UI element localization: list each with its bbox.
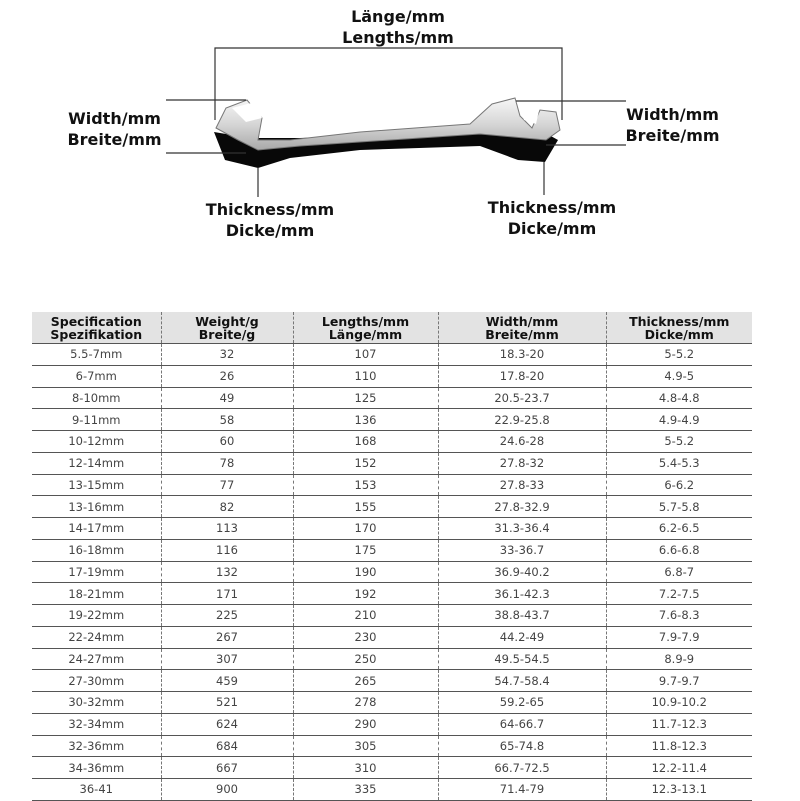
table-row — [32, 431, 752, 453]
width-right-label — [620, 104, 725, 146]
width-left-label-en: Width/mm — [68, 109, 161, 128]
weight-cell: 900 — [161, 779, 293, 801]
spec-cell: 30-32mm — [32, 692, 161, 714]
length-cell: 136 — [293, 409, 438, 431]
thickness-cell: 4.9-5 — [606, 365, 752, 387]
thickness-cell: 5-5.2 — [606, 344, 752, 366]
header-weight: Weight/g Breite/g — [161, 312, 293, 344]
width-cell: 36.9-40.2 — [438, 561, 606, 583]
spec-cell: 27-30mm — [32, 670, 161, 692]
length-cell: 278 — [293, 692, 438, 714]
weight-cell: 171 — [161, 583, 293, 605]
thickness-cell: 5.7-5.8 — [606, 496, 752, 518]
table-row — [32, 539, 752, 561]
spec-cell: 9-11mm — [32, 409, 161, 431]
width-cell: 38.8-43.7 — [438, 605, 606, 627]
spec-cell: 5.5-7mm — [32, 344, 161, 366]
table-row — [32, 409, 752, 431]
table-row — [32, 518, 752, 540]
spec-cell: 12-14mm — [32, 452, 161, 474]
thickness-right-label — [482, 197, 622, 239]
length-cell: 192 — [293, 583, 438, 605]
thickness-cell: 12.3-13.1 — [606, 779, 752, 801]
table-row — [32, 496, 752, 518]
width-cell: 24.6-28 — [438, 431, 606, 453]
width-cell: 65-74.8 — [438, 735, 606, 757]
spec-cell: 17-19mm — [32, 561, 161, 583]
weight-cell: 307 — [161, 648, 293, 670]
width-cell: 22.9-25.8 — [438, 409, 606, 431]
table-row — [32, 648, 752, 670]
length-cell: 152 — [293, 452, 438, 474]
weight-cell: 32 — [161, 344, 293, 366]
length-label-en: Lengths/mm — [342, 28, 454, 47]
table-row — [32, 561, 752, 583]
thickness-cell: 6.2-6.5 — [606, 518, 752, 540]
table-body — [32, 344, 752, 801]
width-cell: 36.1-42.3 — [438, 583, 606, 605]
width-cell: 20.5-23.7 — [438, 387, 606, 409]
table-row — [32, 779, 752, 801]
table-row — [32, 735, 752, 757]
length-cell: 265 — [293, 670, 438, 692]
length-cell: 250 — [293, 648, 438, 670]
table-row — [32, 452, 752, 474]
width-cell: 71.4-79 — [438, 779, 606, 801]
thickness-right-label-en: Thickness/mm — [487, 198, 617, 217]
weight-cell: 684 — [161, 735, 293, 757]
weight-cell: 113 — [161, 518, 293, 540]
thickness-left-label — [200, 199, 340, 241]
header-row — [32, 312, 752, 344]
width-cell: 59.2-65 — [438, 692, 606, 714]
table-row — [32, 713, 752, 735]
thickness-cell: 8.9-9 — [606, 648, 752, 670]
width-cell: 27.8-32 — [438, 452, 606, 474]
width-left-label — [62, 108, 167, 150]
width-cell: 18.3-20 — [438, 344, 606, 366]
weight-cell: 624 — [161, 713, 293, 735]
length-cell: 110 — [293, 365, 438, 387]
width-cell: 44.2-49 — [438, 626, 606, 648]
length-cell: 168 — [293, 431, 438, 453]
spec-cell: 22-24mm — [32, 626, 161, 648]
header-width: Width/mm Breite/mm — [438, 312, 606, 344]
width-cell: 17.8-20 — [438, 365, 606, 387]
weight-cell: 78 — [161, 452, 293, 474]
weight-cell: 60 — [161, 431, 293, 453]
thickness-cell: 11.8-12.3 — [606, 735, 752, 757]
spec-table — [32, 312, 752, 801]
table-row — [32, 387, 752, 409]
length-label — [338, 6, 458, 48]
length-label-de: Länge/mm — [351, 7, 445, 26]
spec-cell: 8-10mm — [32, 387, 161, 409]
weight-cell: 667 — [161, 757, 293, 779]
thickness-cell: 4.9-4.9 — [606, 409, 752, 431]
length-cell: 170 — [293, 518, 438, 540]
table-row — [32, 474, 752, 496]
thickness-cell: 6.6-6.8 — [606, 539, 752, 561]
thickness-cell: 6.8-7 — [606, 561, 752, 583]
table-row — [32, 365, 752, 387]
spec-cell: 19-22mm — [32, 605, 161, 627]
table-row — [32, 692, 752, 714]
weight-cell: 267 — [161, 626, 293, 648]
width-right-label-de: Breite/mm — [625, 126, 720, 145]
weight-cell: 49 — [161, 387, 293, 409]
length-cell: 175 — [293, 539, 438, 561]
width-cell: 33-36.7 — [438, 539, 606, 561]
spec-cell: 34-36mm — [32, 757, 161, 779]
thickness-right-label-de: Dicke/mm — [507, 219, 597, 238]
table-row — [32, 583, 752, 605]
weight-cell: 132 — [161, 561, 293, 583]
width-left-label-de: Breite/mm — [67, 130, 162, 149]
spec-cell: 13-16mm — [32, 496, 161, 518]
thickness-cell: 12.2-11.4 — [606, 757, 752, 779]
width-cell: 31.3-36.4 — [438, 518, 606, 540]
spec-cell: 32-34mm — [32, 713, 161, 735]
thickness-cell: 11.7-12.3 — [606, 713, 752, 735]
spec-cell: 24-27mm — [32, 648, 161, 670]
length-cell: 125 — [293, 387, 438, 409]
thickness-cell: 10.9-10.2 — [606, 692, 752, 714]
weight-cell: 77 — [161, 474, 293, 496]
thickness-cell: 9.7-9.7 — [606, 670, 752, 692]
header-thickness: Thickness/mm Dicke/mm — [606, 312, 752, 344]
thickness-left-label-en: Thickness/mm — [205, 200, 335, 219]
length-cell: 305 — [293, 735, 438, 757]
thickness-cell: 5-5.2 — [606, 431, 752, 453]
spec-cell: 10-12mm — [32, 431, 161, 453]
width-cell: 27.8-33 — [438, 474, 606, 496]
table-row — [32, 344, 752, 366]
weight-cell: 521 — [161, 692, 293, 714]
thickness-left-label-de: Dicke/mm — [225, 221, 315, 240]
width-right-label-en: Width/mm — [626, 105, 719, 124]
weight-cell: 225 — [161, 605, 293, 627]
spec-cell: 36-41 — [32, 779, 161, 801]
weight-cell: 82 — [161, 496, 293, 518]
length-cell: 155 — [293, 496, 438, 518]
thickness-cell: 7.6-8.3 — [606, 605, 752, 627]
spec-cell: 18-21mm — [32, 583, 161, 605]
length-cell: 290 — [293, 713, 438, 735]
length-cell: 190 — [293, 561, 438, 583]
table-row — [32, 605, 752, 627]
thickness-cell: 5.4-5.3 — [606, 452, 752, 474]
length-cell: 107 — [293, 344, 438, 366]
length-cell: 310 — [293, 757, 438, 779]
header-length: Lengths/mm Länge/mm — [293, 312, 438, 344]
length-cell: 210 — [293, 605, 438, 627]
width-cell: 64-66.7 — [438, 713, 606, 735]
length-cell: 153 — [293, 474, 438, 496]
width-cell: 66.7-72.5 — [438, 757, 606, 779]
thickness-cell: 7.2-7.5 — [606, 583, 752, 605]
weight-cell: 58 — [161, 409, 293, 431]
spec-cell: 14-17mm — [32, 518, 161, 540]
spec-cell: 6-7mm — [32, 365, 161, 387]
spec-cell: 16-18mm — [32, 539, 161, 561]
thickness-cell: 6-6.2 — [606, 474, 752, 496]
header-specification: Specification Spezifikation — [32, 312, 161, 344]
length-cell: 335 — [293, 779, 438, 801]
width-cell: 27.8-32.9 — [438, 496, 606, 518]
table-row — [32, 757, 752, 779]
table-row — [32, 626, 752, 648]
weight-cell: 26 — [161, 365, 293, 387]
length-cell: 230 — [293, 626, 438, 648]
table-row — [32, 670, 752, 692]
thickness-cell: 4.8-4.8 — [606, 387, 752, 409]
wrench-diagram — [0, 0, 800, 290]
width-cell: 49.5-54.5 — [438, 648, 606, 670]
weight-cell: 116 — [161, 539, 293, 561]
weight-cell: 459 — [161, 670, 293, 692]
spec-cell: 13-15mm — [32, 474, 161, 496]
spec-cell: 32-36mm — [32, 735, 161, 757]
thickness-cell: 7.9-7.9 — [606, 626, 752, 648]
width-cell: 54.7-58.4 — [438, 670, 606, 692]
